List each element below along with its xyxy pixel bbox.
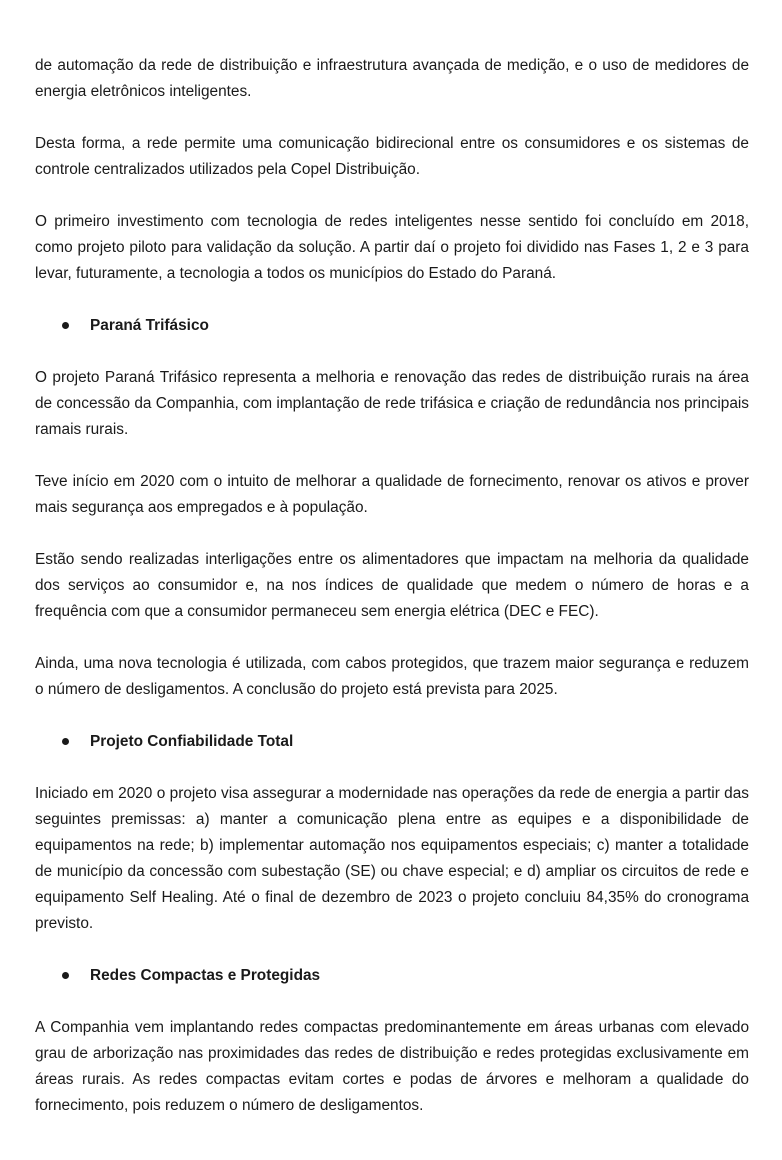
bullet-icon	[62, 738, 69, 745]
heading-redes-compactas	[35, 963, 749, 989]
heading-confiabilidade-total	[35, 729, 749, 755]
document-page	[35, 53, 749, 1145]
heading-text: Projeto Confiabilidade Total	[90, 733, 294, 750]
bullet-icon	[62, 972, 69, 979]
heading-text: Redes Compactas e Protegidas	[90, 967, 321, 984]
heading-parana-trifasico	[35, 313, 749, 339]
paragraph-smart-grid-automation: de automação da rede de distribuição e infraestrutura avançada de medição, e o uso de medidores de energia eletrônicos inteligentes.	[35, 57, 749, 100]
paragraph-bidirectional-communication: Desta forma, a rede permite uma comunicação bidirecional entre os consumidores e os sistemas de controle centralizados utilizados pela Copel Distribuição.	[35, 135, 749, 178]
bullet-icon	[62, 322, 69, 329]
paragraph-interconnections: Estão sendo realizadas interligações entre os alimentadores que impactam na melhoria da qualidade dos serviços ao consumidor e, na nos índices de qualidade que medem o número de horas e a frequência com que a consumidor permaneceu sem energia elétrica (DEC e FEC).	[35, 551, 749, 620]
heading-text: Paraná Trifásico	[90, 317, 209, 334]
paragraph-confiabilidade-total-description: Iniciado em 2020 o projeto visa assegurar a modernidade nas operações da rede de energia a partir das seguintes premissas: a) manter a comunicação plena entre as equipes e a disponibilidade de equipamentos na rede; b) implementar automação nos equipamentos especiais; c) manter a totalidade de município da concessão com subestação (SE) ou chave especial; e d) ampliar os circuitos de rede e equipamento Self Healing. Até o final de dezembro de 2023 o projeto concluiu 84,35% do cronograma previsto.	[35, 785, 749, 932]
paragraph-first-investment: O primeiro investimento com tecnologia de redes inteligentes nesse sentido foi concluído em 2018, como projeto piloto para validação da solução. A partir daí o projeto foi dividido nas Fases 1, 2 e 3 para levar, futuramente, a tecnologia a todos os municípios do Estado do Paraná.	[35, 213, 749, 282]
paragraph-protected-cables: Ainda, uma nova tecnologia é utilizada, com cabos protegidos, que trazem maior segurança e reduzem o número de desligamentos. A conclusão do projeto está prevista para 2025.	[35, 655, 749, 698]
paragraph-parana-trifasico-description: O projeto Paraná Trifásico representa a melhoria e renovação das redes de distribuição rurais na área de concessão da Companhia, com implantação de rede trifásica e criação de redundância nos principais ramais rurais.	[35, 369, 749, 438]
paragraph-redes-compactas-description: A Companhia vem implantando redes compactas predominantemente em áreas urbanas com elevado grau de arborização nas proximidades das redes de distribuição e redes protegidas exclusivamente em áreas rurais. As redes compactas evitam cortes e podas de árvores e melhoram a qualidade do fornecimento, pois reduzem o número de desligamentos.	[35, 1019, 749, 1114]
paragraph-parana-trifasico-start: Teve início em 2020 com o intuito de melhorar a qualidade de fornecimento, renovar os ativos e prover mais segurança aos empregados e à população.	[35, 473, 749, 516]
